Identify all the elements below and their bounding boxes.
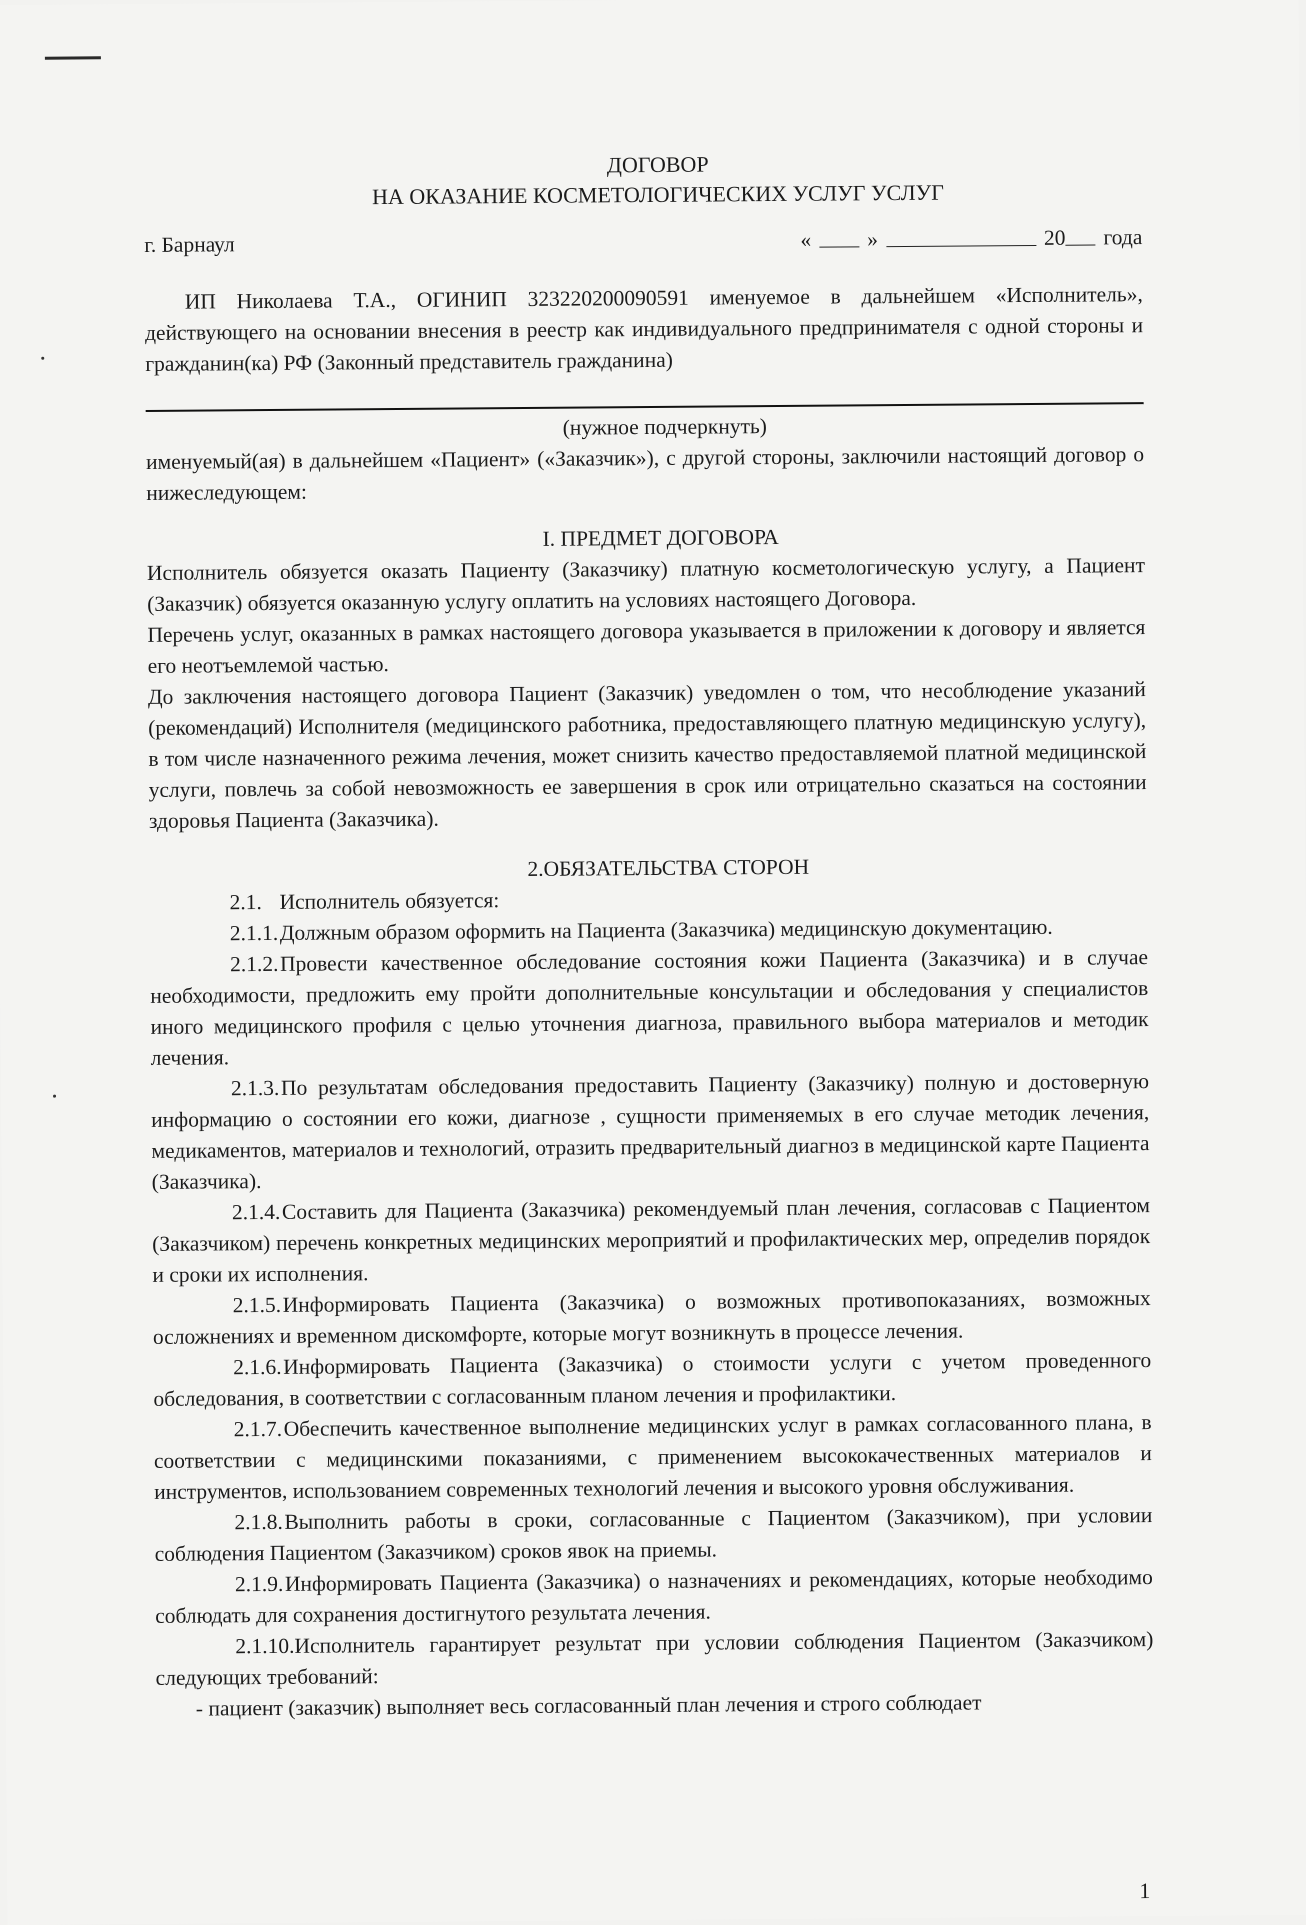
clause-number: 2.1.10. bbox=[235, 1633, 295, 1659]
clause-text: Исполнитель гарантирует результат при условии соблюдения Пациентом (Заказчиком) следующих требований: bbox=[155, 1627, 1154, 1690]
underline-hint: (нужное подчеркнуть) bbox=[562, 414, 767, 440]
page-number: 1 bbox=[1139, 1878, 1151, 1904]
clause-text: Информировать Пациента (Заказчика) о возможных противопоказаниях, возможных осложнениях и временном дискомфорте, которые могут возникнуть в процессе лечения. bbox=[152, 1286, 1151, 1349]
section-1-paragraph: До заключения настоящего договора Пациент (Заказчик) уведомлен о том, что несоблюдение указаний (рекомендаций) Исполнителя (медицинского работника, предоставляющего платную медицинскую услугу), в том числе назначенного режима лечения, может снизить качество предоставляемой платной медицинской услуги, повлечь за собой невозможность ее завершения в срок или отрицательно сказаться на состоянии здоровья Пациента (Заказчика). bbox=[147, 677, 1147, 833]
clause-text: Провести качественное обследование состояния кожи Пациента (Заказчика) и в случае необходимости, предложить ему пройти дополнительные консультации и обследования у специалистов иного медицинского профиля с целью уточнения диагноза, правильного выбора материалов и методик лечения. bbox=[150, 945, 1149, 1070]
clause-number: 2.1.5. bbox=[232, 1292, 282, 1318]
list-item-bullet: - пациент (заказчик) выполняет весь согласованный план лечения и строго соблюдает bbox=[195, 1690, 982, 1721]
place-date-row bbox=[144, 222, 1142, 261]
section-1-paragraph: Исполнитель обязуется оказать Пациенту (Заказчику) платную косметологическую услугу, а Пациент (Заказчик) обязуется оказанную услугу оплатить на условиях настоящего Договора. bbox=[146, 553, 1146, 616]
year-blank bbox=[1065, 222, 1095, 245]
clause-number: 2.1.2. bbox=[229, 951, 279, 977]
clause-number: 2.1.3. bbox=[230, 1075, 280, 1101]
title-line-1: ДОГОВОР bbox=[606, 151, 709, 178]
list-item bbox=[152, 1190, 1151, 1291]
clause-number: 2.1.1. bbox=[229, 920, 279, 946]
list-item bbox=[155, 1562, 1153, 1632]
date-field: « » 20 года bbox=[800, 222, 1142, 256]
month-blank bbox=[886, 223, 1036, 247]
title-line-2: НА ОКАЗАНИЕ КОСМЕТОЛОГИЧЕСКИХ УСЛУГ УСЛУГ bbox=[371, 179, 944, 210]
list-item bbox=[151, 1066, 1150, 1198]
clause-text: Составить для Пациента (Заказчика) рекомендуемый план лечения, согласовав с Пациентом (Заказчиком) перечень конкретных медицинских мероприятий и профилактических мер, определив порядок и сроки их исполнения. bbox=[152, 1193, 1151, 1287]
list-item bbox=[153, 1283, 1151, 1353]
clause-text: Обеспечить качественное выполнение медицинских услуг в рамках согласованного плана, в соответствии с медицинскими показаниями, с применением высококачественных материалов и инструментов, использованием современных технологий лечения и высокого уровня обслуживания. bbox=[153, 1410, 1152, 1504]
day-blank bbox=[819, 224, 859, 247]
clause-text: Выполнить работы в сроки, согласованные с Пациентом (Заказчиком), при условии соблюдения Пациентом (Заказчиком) сроков явок на приемы. bbox=[154, 1503, 1153, 1566]
clause-text: Должным образом оформить на Пациента (Заказчика) медицинскую документацию. bbox=[279, 914, 1053, 945]
clause-text: Информировать Пациента (Заказчика) о назначениях и рекомендациях, которые необходимо соблюдать для сохранения достигнутого результата лечения. bbox=[155, 1565, 1153, 1628]
clause-number: 2.1.4. bbox=[231, 1199, 281, 1225]
scan-corner-mark bbox=[45, 56, 101, 59]
list-item bbox=[155, 1624, 1153, 1694]
section-1-heading: I. ПРЕДМЕТ ДОГОВОРА bbox=[542, 524, 779, 551]
clause-number: 2.1.9. bbox=[234, 1571, 284, 1597]
clause-number: 2.1.6. bbox=[233, 1354, 282, 1380]
section-1-paragraph: Перечень услуг, оказанных в рамках настоящего договора указывается в приложении к договору и является его неотъемлемой частью. bbox=[147, 615, 1146, 678]
list-item bbox=[154, 1407, 1153, 1508]
clause-number: 2.1.8. bbox=[234, 1509, 283, 1535]
city: г. Барнаул bbox=[144, 232, 235, 257]
scan-speck bbox=[53, 1095, 56, 1098]
intro-paragraph: ИП Николаева Т.А., ОГИНИП 323220200090591 именуемое в дальнейшем «Исполнитель», действующего на основании внесения в реестр как индивидуального предпринимателя с одной стороны и гражданин(ка) РФ (Законный представитель гражданина) bbox=[144, 282, 1144, 376]
clause-text: Исполнитель обязуется: bbox=[279, 888, 500, 914]
clause-number: 2.1.7. bbox=[233, 1416, 283, 1442]
list-item bbox=[154, 1500, 1152, 1570]
clause-number: 2.1. bbox=[229, 890, 262, 915]
list-item bbox=[150, 942, 1149, 1074]
list-item bbox=[153, 1345, 1151, 1415]
intro-paragraph-2: именуемый(ая) в дальнейшем «Пациент» («Заказчик»), с другой стороны, заключили настоящий договор о нижеследующем: bbox=[145, 442, 1145, 505]
obligations-list bbox=[149, 880, 1153, 1694]
clause-text: По результатам обследования предоставить Пациенту (Заказчику) полную и достоверную информацию о состоянии его кожи, диагнозе , сущности применяемых в его случае методик лечения, медикаментов, материалов и технологий, отразить предварительный диагноз в медицинской карте Пациента (Заказчика). bbox=[151, 1069, 1150, 1194]
scan-speck bbox=[41, 357, 44, 360]
section-2-heading: 2.ОБЯЗАТЕЛЬСТВА СТОРОН bbox=[527, 854, 810, 881]
representative-fill-line bbox=[145, 378, 1143, 412]
contract-body bbox=[144, 146, 1154, 1725]
clause-text: Информировать Пациента (Заказчика) о стоимости услуги с учетом проведенного обследования, в соответствии с согласованным планом лечения и профилактики. bbox=[153, 1348, 1152, 1411]
